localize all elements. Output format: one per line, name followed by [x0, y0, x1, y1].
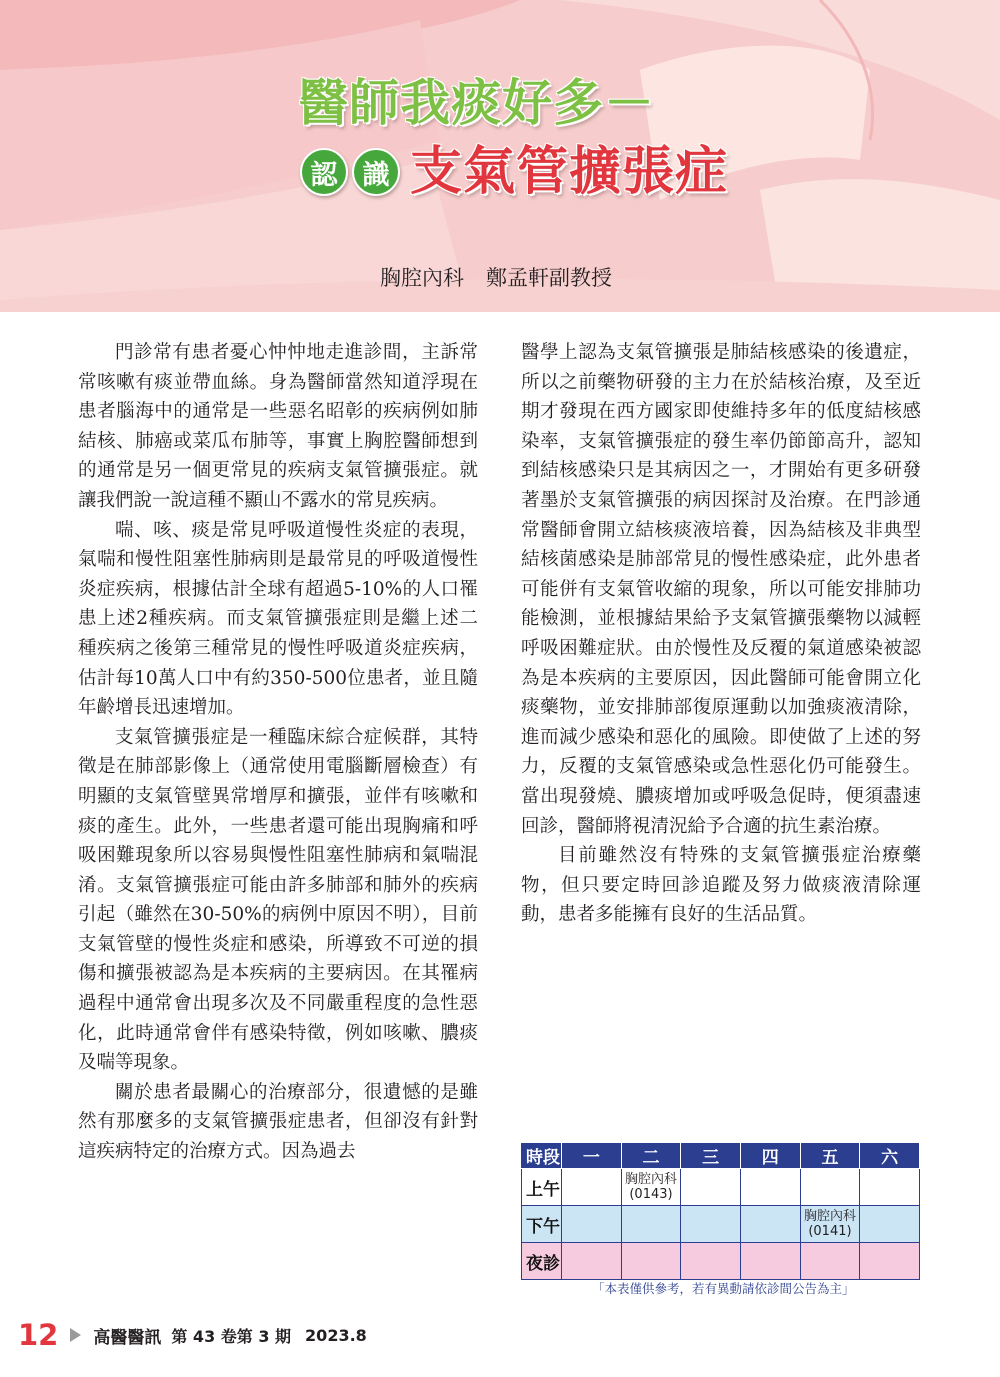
schedule-cell: [740, 1169, 800, 1206]
article-column-left: [78, 338, 478, 1167]
schedule-cell: [681, 1169, 741, 1206]
clinic-entry: [801, 1209, 860, 1239]
schedule-header-row: [522, 1143, 920, 1169]
schedule-cell: [621, 1243, 681, 1280]
page-number: 12: [18, 1318, 59, 1352]
paragraph: 醫學上認為支氣管擴張是肺結核感染的後遺症，所以之前藥物研發的主力在於結核治療，及至近期才發現在西方國家即使維持多年的低度結核感染率，支氣管擴張症的發生率仍節節高升，認知到結核感染只是其病因之一，才開始有更多研發著墨於支氣管擴張的病因探討及治療。在門診通常醫師會開立結核痰液培養，因為結核及非典型結核菌感染是肺部常見的慢性感染症，此外患者可能併有支氣管收縮的現象，所以可能安排肺功能檢測，並根據結果給予支氣管擴張藥物以減輕呼吸困難症狀。由於慢性及反覆的氣道感染被認為是本疾病的主要原因，因此醫師可能會開立化痰藥物，並安排肺部復原運動以加強痰液清除，進而減少感染和惡化的風險。即使做了上述的努力，反覆的支氣管感染或急性惡化仍可能發生。當出現發燒、膿痰增加或呼吸急促時，便須盡速回診，醫師將視清況給予合適的抗生素治療。: [521, 342, 921, 837]
author-department: 胸腔內科: [380, 266, 464, 290]
schedule-cell: [562, 1206, 622, 1243]
title-line-2: [300, 140, 728, 204]
schedule-day: 五: [800, 1143, 860, 1169]
schedule-cell: [562, 1169, 622, 1206]
article-header: [0, 0, 1000, 312]
article-column-right: [521, 338, 921, 930]
schedule-day: 一: [562, 1143, 622, 1169]
paragraph: 目前雖然沒有特殊的支氣管擴張症治療藥物，但只要定時回診追蹤及努力做痰液清除運動，患者多能擁有良好的生活品質。: [521, 845, 921, 926]
clinic-entry: [622, 1172, 681, 1202]
schedule-day: 三: [681, 1143, 741, 1169]
journal-volume: 第 43 卷第 3 期: [171, 1326, 292, 1346]
schedule-row-label: 上午: [522, 1169, 562, 1206]
schedule-cell: [621, 1169, 681, 1206]
author-byline: [380, 262, 634, 292]
title-main-text: 支氣管擴張症: [410, 142, 729, 202]
schedule-day: 四: [740, 1143, 800, 1169]
paragraph: 喘、咳、痰是常見呼吸道慢性炎症的表現，氣喘和慢性阻塞性肺病則是最常見的呼吸道慢性炎症疾病，根據估計全球有超過5-10%的人口罹患上述2種疾病。而支氣管擴張症則是繼上述二種疾病之後第三種常見的慢性呼吸道炎症疾病，估計每10萬人口中有約350-500位患者，並且隨年齡增長迅速增加。: [78, 519, 478, 719]
title-line-1: 醫師我痰好多－: [298, 74, 655, 132]
title-circle-char: 識: [352, 148, 400, 196]
schedule-cell: [621, 1206, 681, 1243]
schedule-day: 六: [860, 1143, 920, 1169]
page-footer: [18, 1318, 367, 1352]
schedule-row-evening: [522, 1243, 920, 1280]
clinic-schedule-table: [521, 1142, 920, 1280]
schedule-cell: [681, 1243, 741, 1280]
clinic-code: (0143): [629, 1187, 673, 1202]
clinic-name: 胸腔內科: [624, 1172, 677, 1187]
schedule-cell: [740, 1206, 800, 1243]
schedule-corner-label: 時段: [522, 1143, 562, 1169]
paragraph: 支氣管擴張症是一種臨床綜合症候群，其特徵是在肺部影像上（通常使用電腦斷層檢查）有明顯的支氣管壁異常增厚和擴張，並伴有咳嗽和痰的產生。此外，一些患者還可能出現胸痛和呼吸困難現象所以容易與慢性阻塞性肺病和氣喘混淆。支氣管擴張症可能由許多肺部和肺外的疾病引起（雖然在30-50%的病例中原因不明），目前支氣管壁的慢性炎症和感染，所導致不可逆的損傷和擴張被認為是本疾病的主要病因。在其罹病過程中通常會出現多次及不同嚴重程度的急性惡化，此時通常會伴有感染特徵，例如咳嗽、膿痰及喘等現象。: [78, 726, 478, 1074]
schedule-row-afternoon: [522, 1206, 920, 1243]
schedule-cell: [562, 1243, 622, 1280]
paragraph: 關於患者最關心的治療部分，很遺憾的是雖然有那麼多的支氣管擴張症患者，但卻沒有針對這疾病特定的治療方式。因為過去: [78, 1081, 478, 1163]
journal-date: 2023.8: [305, 1325, 367, 1345]
paragraph: 門診常有患者憂心忡忡地走進診間，主訴常常咳嗽有痰並帶血絲。身為醫師當然知道浮現在患者腦海中的通常是一些惡名昭彰的疾病例如肺結核、肺癌或菜瓜布肺等，事實上胸腔醫師想到的通常是另一個更常見的疾病支氣管擴張症。就讓我們說一說這種不顯山不露水的常見疾病。: [78, 342, 478, 511]
journal-name: 高醫醫訊: [93, 1327, 162, 1348]
author-name: 鄭孟軒副教授: [486, 266, 612, 290]
title-circle-char: 認: [300, 148, 348, 196]
schedule-cell: [800, 1169, 860, 1206]
schedule-cell: [800, 1243, 860, 1280]
schedule-note: 「本表僅供參考，若有異動請依診間公告為主」: [592, 1281, 855, 1296]
schedule-cell: [800, 1206, 860, 1243]
schedule-cell: [740, 1243, 800, 1280]
schedule-cell: [860, 1206, 920, 1243]
schedule-day: 二: [621, 1143, 681, 1169]
triangle-arrow-icon: [70, 1328, 81, 1342]
schedule-cell: [681, 1206, 741, 1243]
schedule-row-label: 夜診: [522, 1243, 562, 1280]
clinic-name: 胸腔內科: [803, 1209, 856, 1224]
schedule-cell: [860, 1169, 920, 1206]
schedule-row-morning: [522, 1169, 920, 1206]
schedule-cell: [860, 1243, 920, 1280]
clinic-code: (0141): [808, 1224, 852, 1239]
schedule-row-label: 下午: [522, 1206, 562, 1243]
